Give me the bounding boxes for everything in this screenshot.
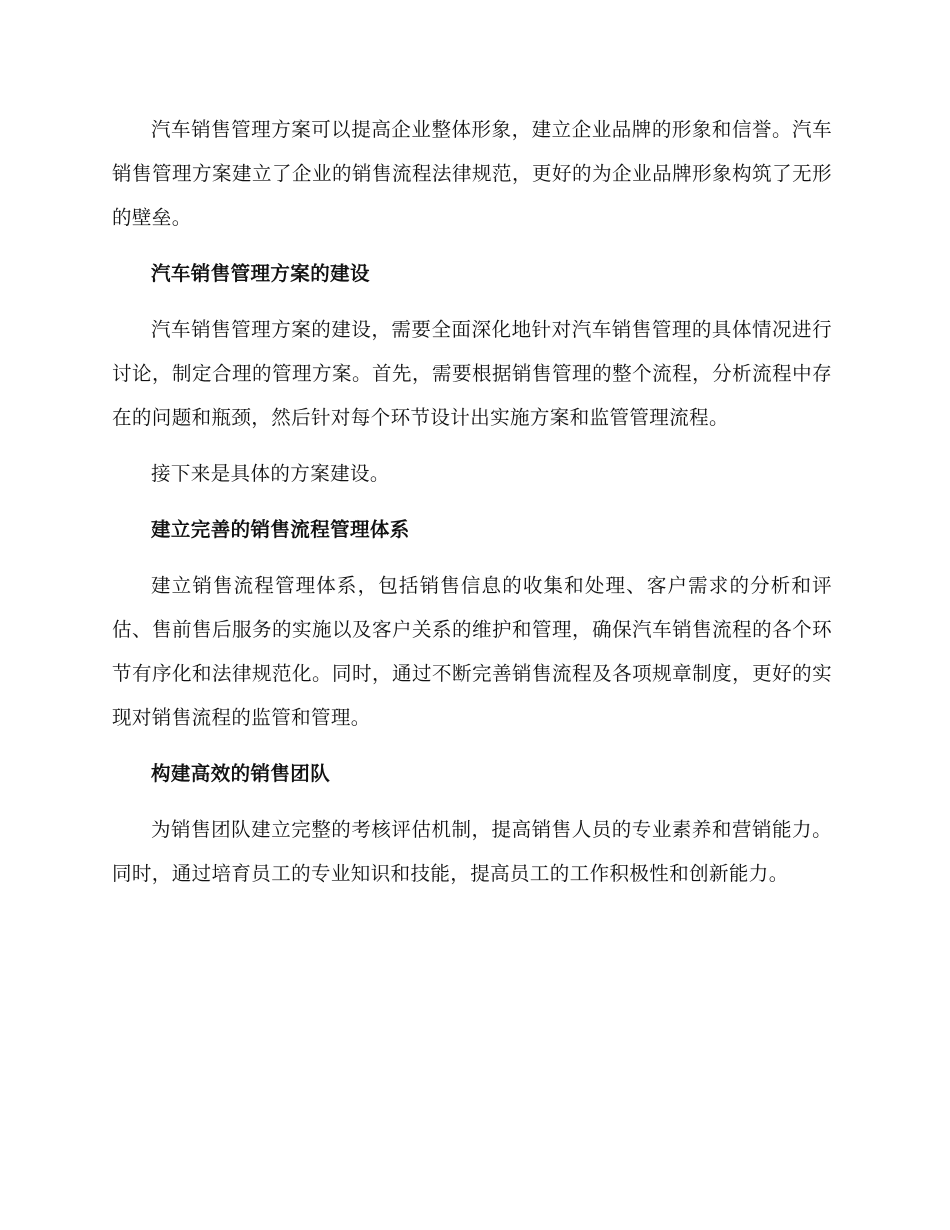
document-body	[112, 108, 832, 908]
paragraph-plan-construction: 汽车销售管理方案的建设，需要全面深化地针对汽车销售管理的具体情况进行讨论，制定合理的管理方案。首先，需要根据销售管理的整个流程，分析流程中存在的问题和瓶颈，然后针对每个环节设计出实施方案和监管管理流程。	[112, 318, 832, 429]
paragraph-sales-team: 为销售团队建立完整的考核评估机制，提高销售人员的专业素养和营销能力。同时，通过培育员工的专业知识和技能，提高员工的工作积极性和创新能力。	[112, 818, 832, 885]
section-heading-plan-construction: 汽车销售管理方案的建设	[151, 262, 370, 285]
section-heading-sales-team: 构建高效的销售团队	[151, 762, 331, 785]
paragraph-sales-process-system: 建立销售流程管理体系，包括销售信息的收集和处理、客户需求的分析和评估、售前售后服务的实施以及客户关系的维护和管理，确保汽车销售流程的各个环节有序化和法律规范化。同时，通过不断完善销售流程及各项规章制度，更好的实现对销售流程的监管和管理。	[112, 574, 832, 729]
section-heading-sales-process-system: 建立完善的销售流程管理体系	[151, 518, 410, 541]
paragraph-next-steps: 接下来是具体的方案建设。	[151, 462, 390, 485]
paragraph-brand-image: 汽车销售管理方案可以提高企业整体形象，建立企业品牌的形象和信誉。汽车销售管理方案建立了企业的销售流程法律规范，更好的为企业品牌形象构筑了无形的壁垒。	[112, 118, 832, 229]
